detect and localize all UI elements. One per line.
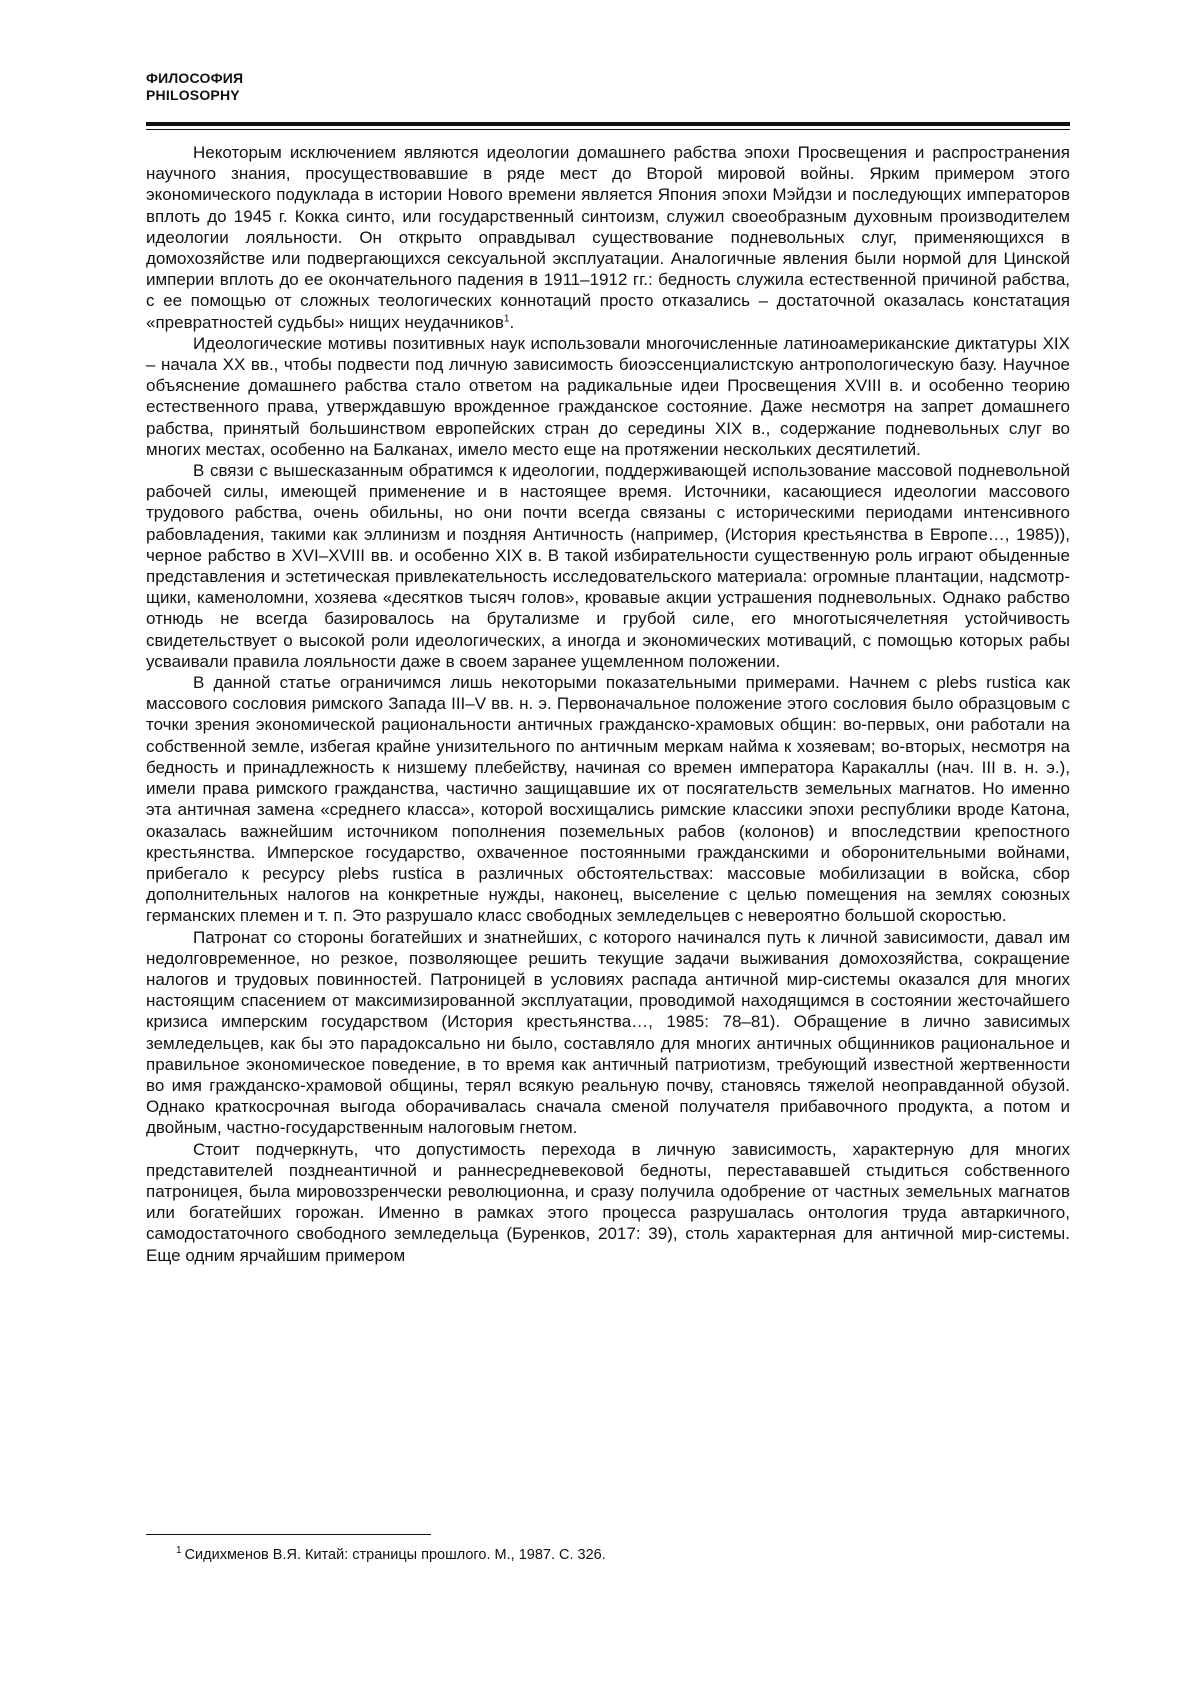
paragraph-tail: . (509, 312, 515, 332)
paragraph-4: В данной статье ограничимся лишь некоторыми показательными примерами. Начнем с plebs rustica как массового сословия римского Запада III–V вв. н. э. Первоначальное положение этого сословия было образцовым с точки зрения экономической рациональности античных гражданско-храмовых общин: во-первых, они работали на собственной земле, избегая крайне унизительного по античным меркам найма к хозяевам; во-вторых, несмотря на бедность и принадлежность к низшему плебейству, начиная со времен императора Каракаллы (нач. III в. н. э.), имели права римского гражданства, частично защищавшие их от посягательств земельных магнатов. Но именно эта античная замена «среднего класса», которой восхищались римские классики эпохи республики вроде Катона, оказалась важнейшим источником пополнения поземельных рабов (колонов) и впоследствии крепостного крестьянства. Имперское государство, охваченное постоянными гражданскими и оборонительными войнами, прибегало к ресурсу plebs rustica в различных обстоятельствах: массовые мобилизации в войска, сбор дополнительных налогов на конкретные нужды, наконец, выселение с целью помещения на землях союзных германских племен и т. п. Это разрушало класс свободных земледельцев с невероятно большой скоростью. (146, 673, 1070, 926)
footnote-mark: 1 (176, 1545, 182, 1557)
paragraph-2: Идеологические мотивы позитивных наук использовали многочисленные латиноамериканские диктатуры XIX – начала XX вв., чтобы подвести под личную зависимость биоэссенциалистскую антропологическую базу. Научное объяснение домашнего рабства стало ответом на радикальные идеи Просвещения XVIII в. и особенно теорию естественного права, утверждавшую врожденное гражданское состояние. Даже несмотря на запрет домашнего рабства, принятый большинством европейских стран до середины XIX в., содержание подневольных слуг во многих местах, особенно на Балканах, имело место еще на протяжении нескольких десятилетий. (146, 333, 1070, 459)
footnote (176, 1546, 1056, 1564)
paragraph-1 (146, 142, 1070, 333)
running-header (146, 70, 243, 104)
section-title-ru: ФИЛОСОФИЯ (146, 70, 244, 86)
header-rule-thin (146, 129, 1070, 130)
paragraph-3: В связи с вышесказанным обратимся к идеологии, поддерживающей использование массовой подневольной рабочей силы, имеющей применение и в настоящее время. Источники, касающиеся идеологии массового трудового рабства, очень обильны, но они почти всегда связаны с историческими периодами интенсивного рабовладения, такими как эллинизм и поздняя Античность (например, (История крестьянства в Европе…, 1985)), черное рабство в XVI–XVIII вв. и особенно XIX в. В такой избирательности существенную роль играют обыденные представления и эстетическая привлекательность исследовательского материала: огромные плантации, надсмотрщики, каменоломни, хозяева «десятков тысяч голов», кровавые акции устрашения подневольных. Однако рабство отнюдь не всегда базировалось на брутализме и грубой силе, его многотысячелетняя устойчивость свидетельствует о высокой роли идеологических, а иногда и экономических мотиваций, с помощью которых рабы усваивали правила лояльности даже в своем заранее ущемленном положении. (146, 461, 1070, 671)
footnote-text: Сидихменов В.Я. Китай: страницы прошлого. М., 1987. С. 326. (184, 1547, 606, 1563)
paragraph-5: Патронат со стороны богатейших и знатнейших, с которого начинался путь к личной зависимости, давал им недолговременное, но резкое, позволяющее решить текущие задачи выживания домохозяйства, сокращение налогов и трудовых повинностей. Патроницей в условиях распада античной мир-системы оказался для многих настоящим спасением от максимизированной эксплуатации, проводимой находящимся в состоянии жесточайшего кризиса имперским государством (История крестьянства…, 1985: 78–81). Обращение в лично зависимых земледельцев, как бы это парадоксально ни было, составляло для многих античных общинников рациональное и правильное экономическое поведение, в то время как античный патриотизм, требующий известной жертвенности во имя гражданско-храмовой общины, терял всякую реальную почву, становясь тяжелой неоправданной обузой. Однако краткосрочная выгода оборачивалась сначала сменой получателя прибавочного продукта, а потом и двойным, частно-государственным налоговым гнетом. (146, 927, 1070, 1138)
footnote-reference[interactable]: 1 (503, 312, 510, 324)
paragraph-6: Стоит подчеркнуть, что допустимость перехода в личную зависимость, характерную для многих представителей позднеантичной и раннесредневековой бедноты, перестававшей стыдиться собственного патроницея, была мировоззренчески революционна, и сразу получила одобрение от частных земельных магнатов или богатейших горожан. Именно в рамках этого процесса разрушалась онтология труда автаркичного, самодостаточного свободного земледельца (Буренков, 2017: 39), столь характерная для античной мир-системы. Еще одним ярчайшим примером (146, 1139, 1070, 1265)
article-body (146, 142, 1070, 1266)
paragraph-text: Некоторым исключением являются идеологии домашнего рабства эпохи Просвещения и распространения научного знания, просуществовавшие в ряде мест до Второй мировой войны. Ярким примером этого экономического подуклада в истории Нового времени является Япония эпохи Мэйдзи и последующих императоров вплоть до 1945 г. Кокка синто, или государственный синтоизм, служил своеобразным духовным производителем идеологии лояльности. Он открыто оправдывал существование подневольных слуг, применяющихся в домохозяйстве или подвергающихся сексуальной эксплуатации. Аналогичные явления были нормой для Цинской империи вплоть до ее окончательного падения в 1911–1912 гг.: бедность служила естественной причиной рабства, с ее помощью от сложных теологических коннотаций просто отказались – достаточной оказалась констатация «превратностей судьбы» нищих неудачников (146, 143, 1070, 332)
section-title-en: PHILOSOPHY (146, 87, 240, 103)
footnote-separator (146, 1534, 431, 1535)
header-rule-thick (146, 122, 1070, 126)
